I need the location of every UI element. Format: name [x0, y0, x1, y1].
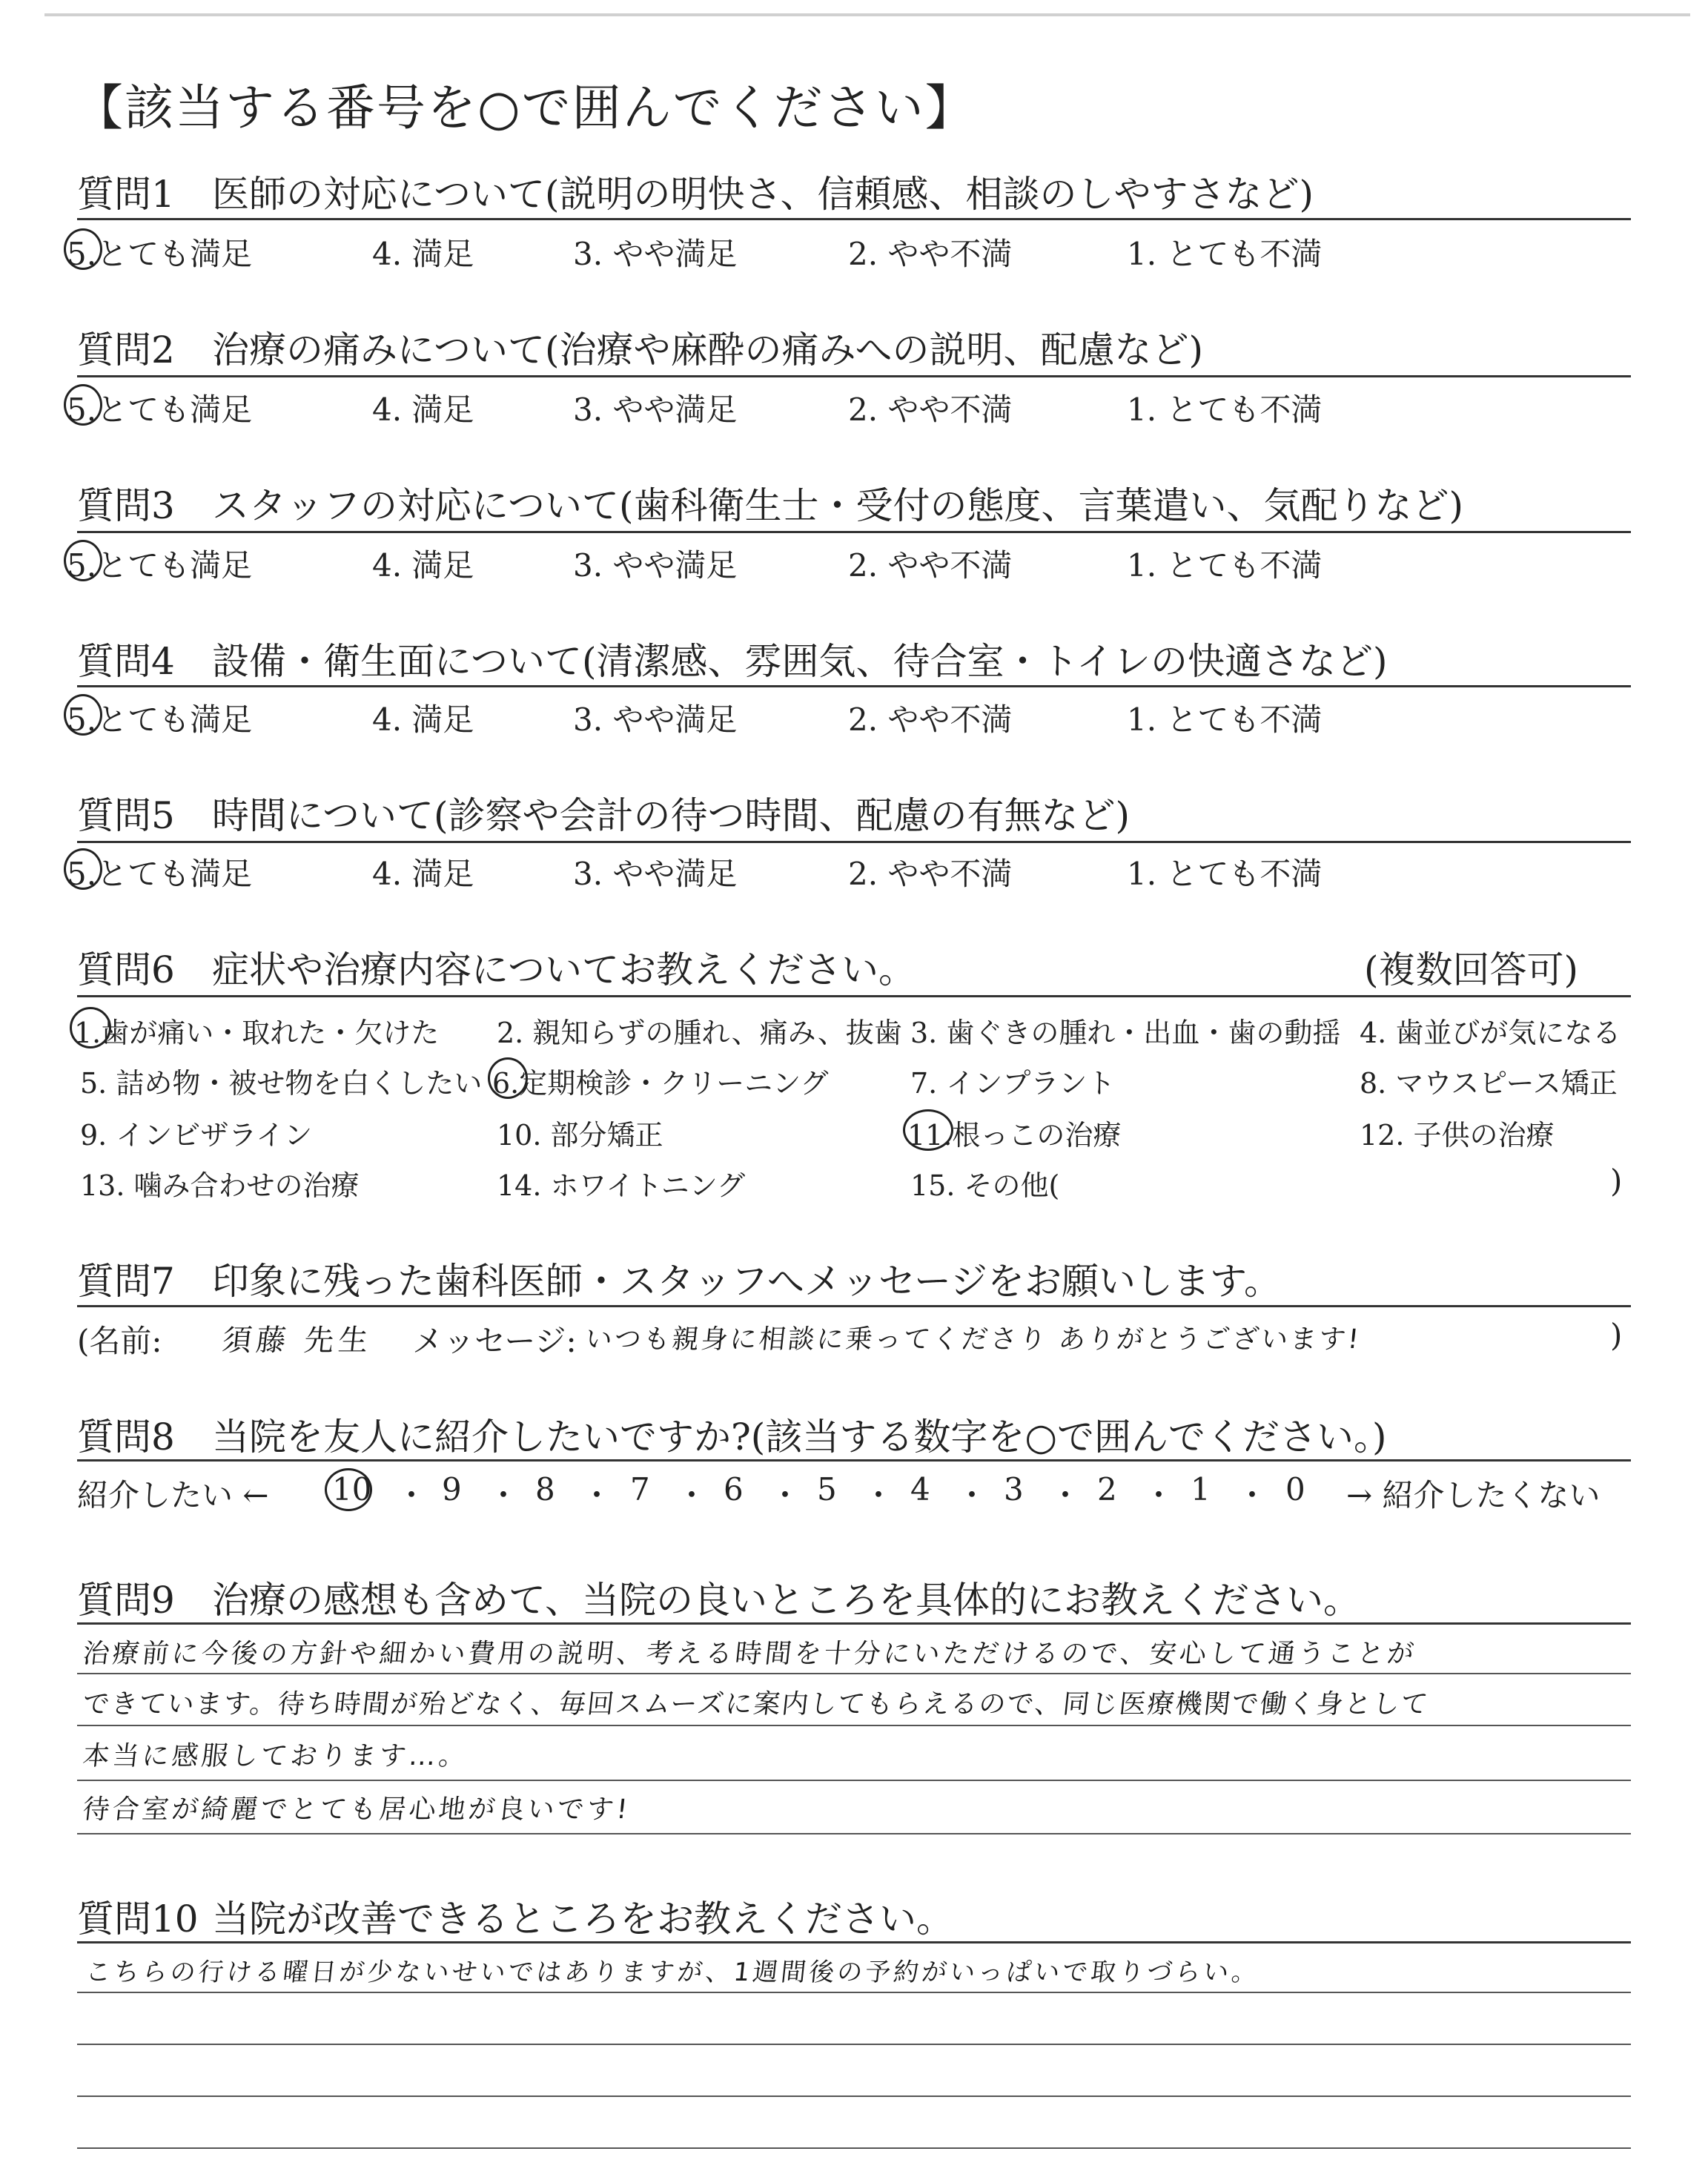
q8-scale-sep: ・	[581, 1477, 613, 1513]
q2-option-1[interactable]: 1. とても不満	[1127, 392, 1323, 428]
q5-option-5[interactable]: 5.とても満足	[67, 856, 253, 892]
question-5-rule	[77, 841, 1631, 843]
question-1-text: 医師の対応について(説明の明快さ、信頼感、相談のしやすさなど)	[212, 173, 1314, 216]
q2-selected-circle	[64, 384, 102, 426]
q8-scale-sep: ・	[396, 1477, 428, 1513]
question-7	[77, 1252, 1281, 1305]
question-4-number: 質問4	[77, 640, 175, 683]
q9-ruled-line	[77, 1833, 1631, 1834]
question-8	[77, 1407, 1386, 1461]
q1-option-1[interactable]: 1. とても不満	[1127, 236, 1323, 272]
q4-option-3[interactable]: 3. やや満足	[573, 701, 738, 738]
q8-scale-10[interactable]: 10	[332, 1471, 372, 1507]
q8-scale-0[interactable]: 0	[1285, 1471, 1305, 1507]
question-9-text: 治療の感想も含めて、当院の良いところを具体的にお教えください。	[212, 1579, 1360, 1622]
q6-option-3[interactable]: 3. 歯ぐきの腫れ・出血・歯の動揺	[910, 1017, 1341, 1049]
q10-ruled-line	[77, 2147, 1631, 2149]
q6-option-14[interactable]: 14. ホワイトニング	[497, 1169, 746, 1202]
q1-option-5[interactable]: 5.とても満足	[67, 236, 253, 272]
q8-scale-7[interactable]: 7	[630, 1471, 650, 1507]
q3-option-1[interactable]: 1. とても不満	[1127, 547, 1323, 584]
q8-scale-8[interactable]: 8	[535, 1471, 555, 1507]
question-1-rule	[77, 218, 1631, 220]
question-1	[77, 165, 1314, 218]
question-7-text: 印象に残った歯科医師・スタッフへメッセージをお願いします。	[212, 1260, 1281, 1303]
q8-scale-9[interactable]: 9	[442, 1471, 462, 1507]
q8-scale-5[interactable]: 5	[817, 1471, 837, 1507]
q10-answer-line-1[interactable]: こちらの行ける曜日が少ないせいではありますが、1週間後の予約がいっぱいで取りづらい。	[84, 1958, 1262, 1987]
question-5-text: 時間について(診察や会計の待つ時間、配慮の有無など)	[212, 794, 1131, 837]
q7-message-label: メッセージ:	[412, 1323, 577, 1359]
q8-scale-sep: ・	[956, 1477, 988, 1513]
q3-option-5[interactable]: 5.とても満足	[67, 547, 253, 584]
question-4-rule	[77, 685, 1631, 687]
question-7-number: 質問7	[77, 1260, 175, 1303]
question-9-rule	[77, 1622, 1631, 1625]
q5-option-2[interactable]: 2. やや不満	[848, 856, 1013, 892]
q2-option-3[interactable]: 3. やや満足	[573, 392, 738, 428]
q8-right-label: → 紹介したくない	[1346, 1477, 1601, 1513]
q6-option-5[interactable]: 5. 詰め物・被せ物を白くしたい	[80, 1067, 483, 1100]
q6-option-4[interactable]: 4. 歯並びが気になる	[1360, 1017, 1621, 1049]
question-10	[77, 1889, 953, 1943]
question-8-number: 質問8	[77, 1416, 175, 1459]
q4-option-2[interactable]: 2. やや不満	[848, 701, 1013, 738]
question-4	[77, 632, 1388, 685]
q6-option-12[interactable]: 12. 子供の治療	[1360, 1119, 1555, 1152]
q6-option-1[interactable]: 1.歯が痛い・取れた・欠けた	[74, 1017, 440, 1049]
q3-option-3[interactable]: 3. やや満足	[573, 547, 738, 584]
q8-scale-sep: ・	[676, 1477, 708, 1513]
question-7-rule	[77, 1305, 1631, 1307]
q9-answer-line-2[interactable]: できています。待ち時間が殆どなく、毎回スムーズに案内してもらえるので、同じ医療機関で働く身として	[81, 1689, 1431, 1720]
q5-option-3[interactable]: 3. やや満足	[573, 856, 738, 892]
question-3-rule	[77, 531, 1631, 533]
question-8-rule	[77, 1459, 1631, 1462]
q6-option-15[interactable]: 15. その他(	[910, 1169, 1060, 1202]
q3-option-2[interactable]: 2. やや不満	[848, 547, 1013, 584]
q2-option-4[interactable]: 4. 満足	[372, 392, 474, 428]
q4-selected-circle	[64, 694, 102, 736]
q2-option-5[interactable]: 5.とても満足	[67, 392, 253, 428]
question-2-rule	[77, 375, 1631, 377]
q8-selected-circle	[325, 1468, 372, 1511]
question-3-number: 質問3	[77, 484, 175, 527]
question-4-text: 設備・衛生面について(清潔感、雰囲気、待合室・トイレの快適さなど)	[212, 640, 1388, 683]
question-6-number: 質問6	[77, 948, 175, 991]
question-6-text: 症状や治療内容についてお教えください。	[212, 948, 916, 991]
q6-option-6[interactable]: 6.定期検診・クリーニング	[492, 1067, 829, 1100]
q7-name-label: (名前:	[77, 1323, 162, 1359]
q6-other-close-paren: )	[1610, 1163, 1623, 1199]
q4-option-1[interactable]: 1. とても不満	[1127, 701, 1323, 738]
q1-option-4[interactable]: 4. 満足	[372, 236, 474, 272]
q5-option-4[interactable]: 4. 満足	[372, 856, 474, 892]
q6-selected-circle-6	[488, 1057, 528, 1099]
q4-option-4[interactable]: 4. 満足	[372, 701, 474, 738]
q6-option-9[interactable]: 9. インビザライン	[80, 1119, 313, 1152]
question-10-number: 質問10	[77, 1898, 199, 1941]
q6-option-8[interactable]: 8. マウスピース矯正	[1360, 1067, 1618, 1100]
question-6-rule	[77, 995, 1631, 997]
q9-ruled-line	[77, 1725, 1631, 1726]
q3-option-4[interactable]: 4. 満足	[372, 547, 474, 584]
q9-ruled-line	[77, 1780, 1631, 1781]
question-6	[77, 940, 916, 994]
question-9-number: 質問9	[77, 1579, 175, 1622]
q8-scale-sep: ・	[1143, 1477, 1175, 1513]
q3-selected-circle	[64, 540, 102, 581]
question-5	[77, 786, 1130, 839]
q4-option-5[interactable]: 5.とても満足	[67, 701, 253, 738]
q1-option-2[interactable]: 2. やや不満	[848, 236, 1013, 272]
question-5-number: 質問5	[77, 794, 175, 837]
q8-scale-sep: ・	[488, 1477, 520, 1513]
q9-answer-line-1[interactable]: 治療前に今後の方針や細かい費用の説明、考える時間を十分にいただけるので、安心して通うことが	[81, 1639, 1419, 1669]
question-6-note: (複数回答可)	[1364, 948, 1579, 991]
question-2	[77, 320, 1203, 374]
q9-answer-line-4[interactable]: 待合室が綺麗でとても居心地が良いです!	[81, 1794, 632, 1825]
q10-ruled-line	[77, 2095, 1631, 2097]
question-2-number: 質問2	[77, 328, 175, 371]
q6-option-10[interactable]: 10. 部分矯正	[497, 1119, 663, 1152]
question-10-rule	[77, 1941, 1631, 1943]
page-top-edge	[44, 13, 1690, 16]
q8-scale-6[interactable]: 6	[724, 1471, 744, 1507]
q8-scale-sep: ・	[769, 1477, 801, 1513]
q5-option-1[interactable]: 1. とても不満	[1127, 856, 1323, 892]
q6-option-11[interactable]: 11.根っこの治療	[907, 1119, 1122, 1152]
question-1-number: 質問1	[77, 173, 175, 216]
q8-scale-4[interactable]: 4	[910, 1471, 930, 1507]
q8-scale-3[interactable]: 3	[1004, 1471, 1024, 1507]
q1-selected-circle	[64, 228, 102, 270]
question-3-text: スタッフの対応について(歯科衛生士・受付の態度、言葉遣い、気配りなど)	[212, 484, 1464, 527]
q2-option-2[interactable]: 2. やや不満	[848, 392, 1013, 428]
q8-scale-sep: ・	[863, 1477, 895, 1513]
q8-scale-2[interactable]: 2	[1097, 1471, 1117, 1507]
question-2-text: 治療の痛みについて(治療や麻酔の痛みへの説明、配慮など)	[212, 328, 1204, 371]
q10-ruled-line	[77, 2044, 1631, 2045]
q5-selected-circle	[64, 848, 102, 890]
q9-ruled-line	[77, 1673, 1631, 1674]
q8-scale-1[interactable]: 1	[1191, 1471, 1211, 1507]
q6-selected-circle-1	[70, 1007, 111, 1048]
q6-option-2[interactable]: 2. 親知らずの腫れ、痛み、抜歯	[497, 1017, 902, 1049]
question-10-text: 当院が改善できるところをお教えください。	[212, 1898, 953, 1941]
q10-ruled-line	[77, 1992, 1631, 1993]
q8-scale-sep: ・	[1050, 1477, 1082, 1513]
question-8-text: 当院を友人に紹介したいですか?(該当する数字を○で囲んでください。)	[212, 1416, 1387, 1459]
q1-option-3[interactable]: 3. やや満足	[573, 236, 738, 272]
q9-answer-line-3[interactable]: 本当に感服しております…。	[81, 1741, 470, 1771]
q6-option-7[interactable]: 7. インプラント	[910, 1067, 1116, 1100]
q6-selected-circle-11	[903, 1109, 953, 1151]
q7-close-paren: )	[1610, 1317, 1623, 1353]
page-heading: 【該当する番号を○で囲んでください】	[74, 79, 976, 136]
q8-left-label: 紹介したい ←	[77, 1477, 269, 1513]
q6-option-13[interactable]: 13. 噛み合わせの治療	[80, 1169, 360, 1202]
question-9	[77, 1571, 1360, 1624]
q7-message-value[interactable]: いつも親身に相談に乗ってくださり ありがとうございます!	[583, 1324, 1363, 1355]
question-3	[77, 476, 1463, 529]
q8-scale-sep: ・	[1237, 1477, 1268, 1513]
q7-name-value[interactable]: 須藤 先生	[220, 1324, 374, 1358]
